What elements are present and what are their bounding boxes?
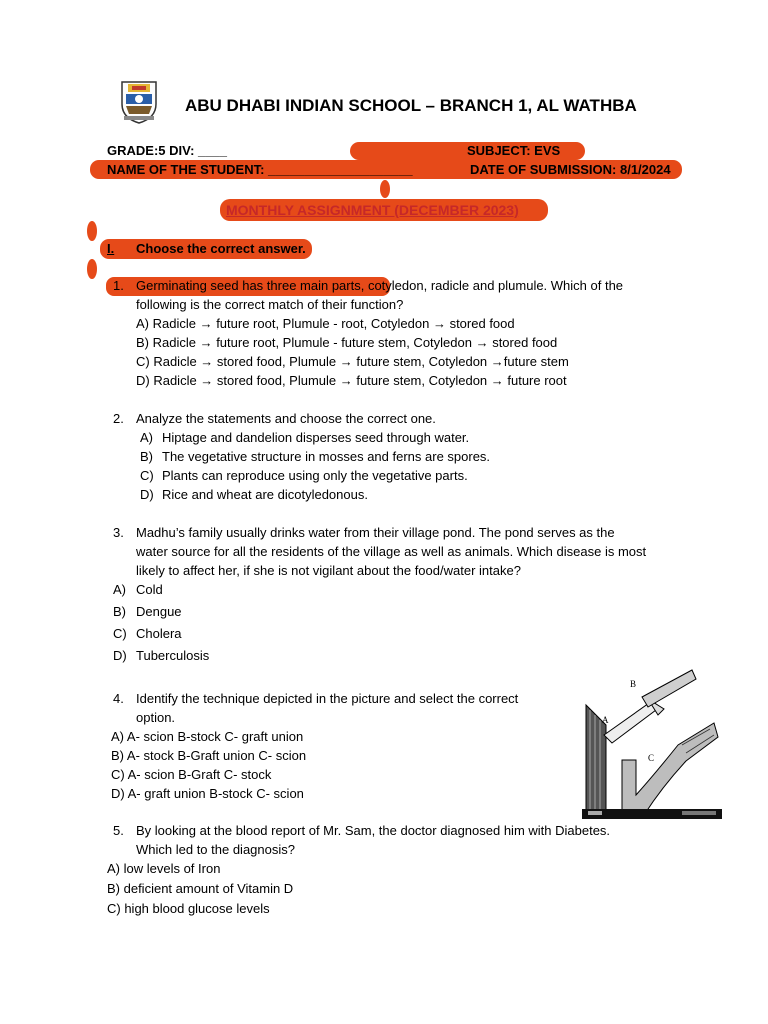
q3-option-a-letter: A): [113, 582, 126, 597]
q3-text-line3: likely to affect her, if she is not vigilant about the food/water intake?: [136, 563, 521, 578]
q1-text-highlighted: Germinating seed has three main parts, c: [136, 278, 375, 293]
q3-number: 3.: [113, 525, 124, 540]
q2-option-b-letter: B): [140, 449, 153, 464]
marker-blob: [380, 180, 390, 198]
section-number: I.: [107, 241, 115, 256]
q1-option-b: B) Radicle → future root, Plumule - future stem, Cotyledon → stored food: [136, 335, 558, 350]
figure-label-b: B: [630, 679, 637, 689]
q4-option-a: A) A- scion B-stock C- graft union: [111, 729, 304, 744]
student-name: NAME OF THE STUDENT: ____________________: [107, 162, 413, 177]
q3-option-d: Tuberculosis: [136, 648, 210, 663]
q4-text-line2: option.: [136, 710, 176, 725]
school-name: ABU DHABI INDIAN SCHOOL – BRANCH 1, AL WATHBA: [185, 96, 637, 115]
q1-text-rest: otyledon, radicle and plumule. Which of the: [374, 278, 624, 293]
assignment-title: MONTHLY ASSIGNMENT (DECEMBER 2023): [226, 202, 519, 218]
q4-text-line1: Identify the technique depicted in the picture and select the correct: [136, 691, 519, 706]
marker-blob: [87, 259, 97, 279]
school-logo: [120, 78, 158, 124]
q5-option-a: A) low levels of Iron: [107, 861, 221, 876]
q5-text-line2: Which led to the diagnosis?: [136, 842, 295, 857]
q2-option-b: The vegetative structure in mosses and ferns are spores.: [162, 449, 491, 464]
q2-option-a: Hiptage and dandelion disperses seed through water.: [162, 430, 470, 445]
grafting-figure: [582, 665, 722, 820]
q2-option-a-letter: A): [140, 430, 153, 445]
q2-text: Analyze the statements and choose the correct one.: [136, 411, 436, 426]
q3-option-b-letter: B): [113, 604, 126, 619]
q2-number: 2.: [113, 411, 124, 426]
q2-option-c: Plants can reproduce using only the vegetative parts.: [162, 468, 468, 483]
q4-option-d: D) A- graft union B-stock C- scion: [111, 786, 304, 801]
q3-text-line1: Madhu’s family usually drinks water from their village pond. The pond serves as the: [136, 525, 615, 540]
q5-option-b: B) deficient amount of Vitamin D: [107, 881, 294, 896]
section-title: Choose the correct answer.: [136, 241, 306, 256]
q1-option-a: A) Radicle → future root, Plumule - root, Cotyledon → stored food: [136, 316, 515, 331]
q2-option-c-letter: C): [140, 468, 154, 483]
q5-number: 5.: [113, 823, 124, 838]
q3-option-b: Dengue: [136, 604, 182, 619]
grade-div: GRADE:5 DIV: ____: [107, 143, 227, 158]
marker-blob: [87, 221, 97, 241]
subject: SUBJECT: EVS: [467, 143, 561, 158]
q5-option-c: C) high blood glucose levels: [107, 901, 270, 916]
q3-option-c: Cholera: [136, 626, 182, 641]
q3-option-a: Cold: [136, 582, 163, 597]
q3-text-line2: water source for all the residents of the village as well as animals. Which disease is most: [136, 544, 647, 559]
q3-option-c-letter: C): [113, 626, 127, 641]
q1-text-line2: following is the correct match of their function?: [136, 297, 404, 312]
q3-option-d-letter: D): [113, 648, 127, 663]
q4-number: 4.: [113, 691, 124, 706]
submission-date: DATE OF SUBMISSION: 8/1/2024: [470, 162, 671, 177]
q2-option-d-letter: D): [140, 487, 154, 502]
q1-option-d: D) Radicle → stored food, Plumule → future stem, Cotyledon → future root: [136, 373, 567, 388]
figure-label-a: A: [602, 715, 609, 725]
q5-text-line1: By looking at the blood report of Mr. Sam, the doctor diagnosed him with Diabetes.: [136, 823, 611, 838]
q4-option-c: C) A- scion B-Graft C- stock: [111, 767, 272, 782]
figure-label-c: C: [648, 753, 655, 763]
q1-option-c: C) Radicle → stored food, Plumule → future stem, Cotyledon →future stem: [136, 354, 569, 369]
q1-text: [136, 277, 623, 295]
q2-option-d: Rice and wheat are dicotyledonous.: [162, 487, 368, 502]
q4-option-b: B) A- stock B-Graft union C- scion: [111, 748, 307, 763]
q1-number: 1.: [113, 278, 124, 293]
